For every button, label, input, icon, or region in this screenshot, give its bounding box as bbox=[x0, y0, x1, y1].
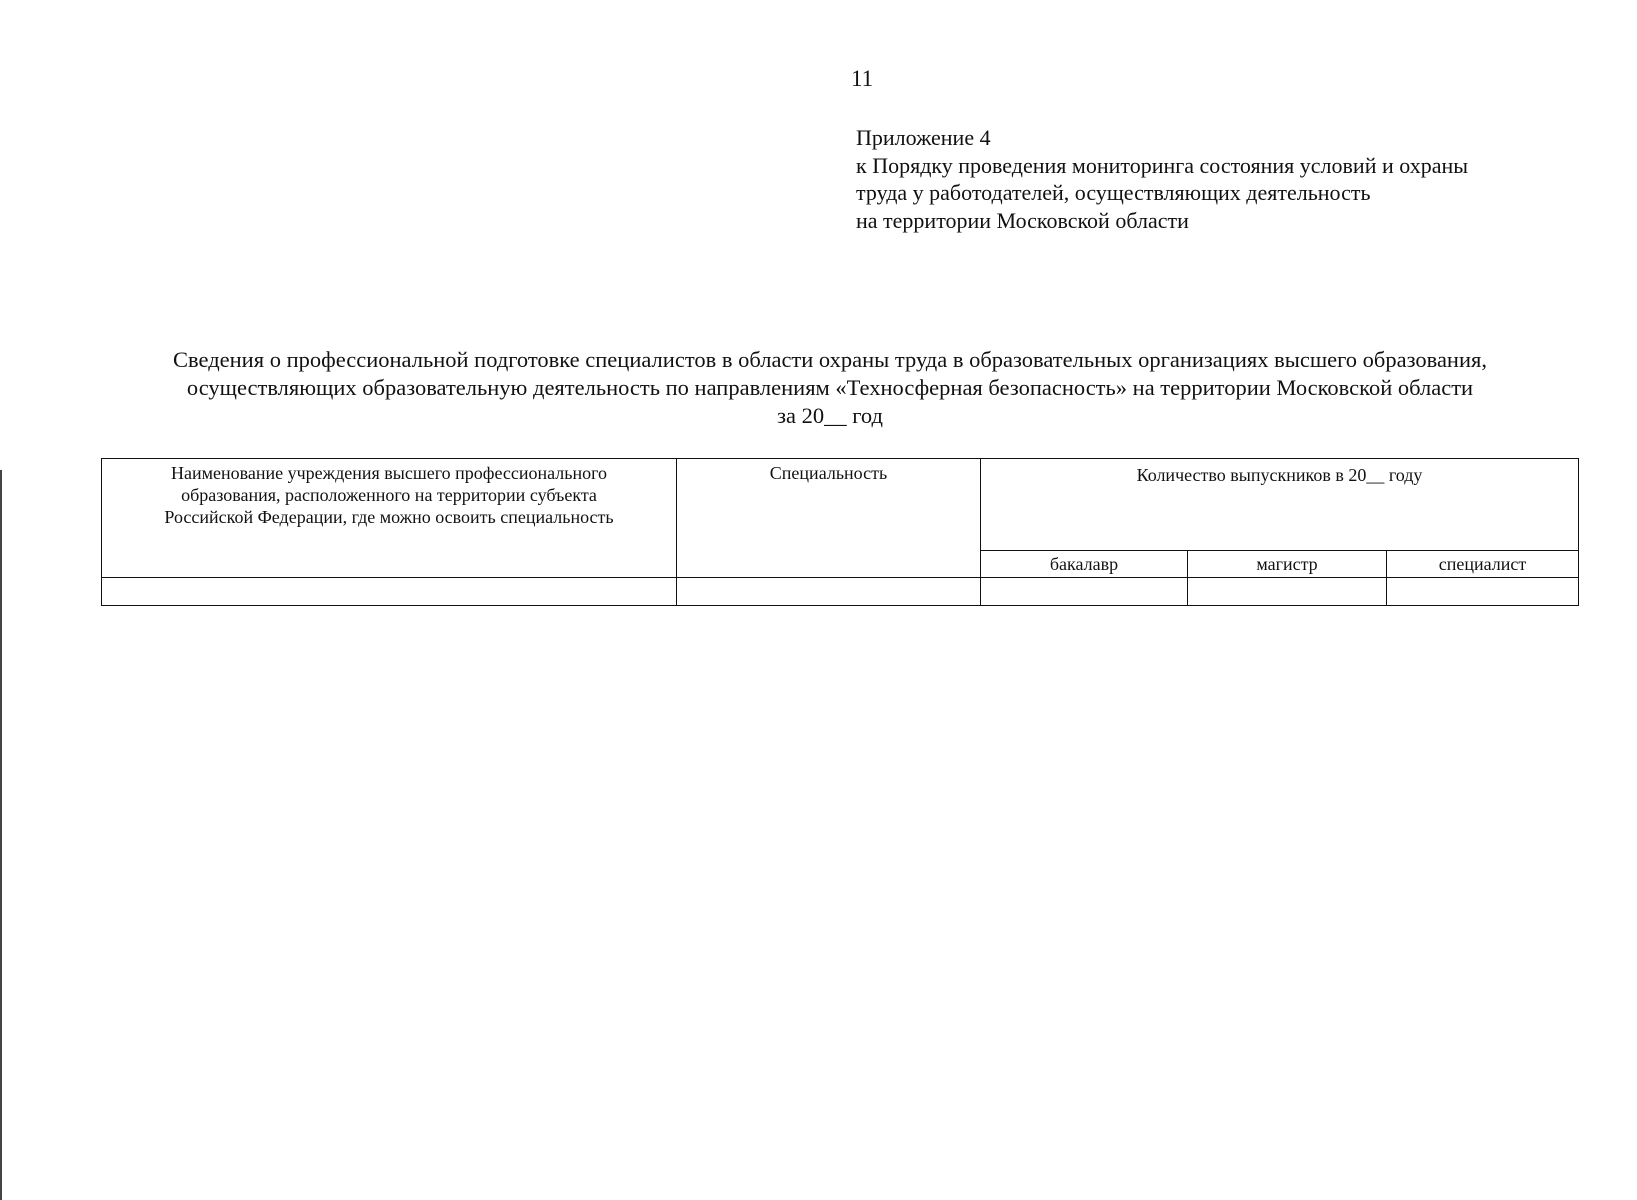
table-cell-bachelor[interactable] bbox=[981, 578, 1188, 606]
header-institution bbox=[102, 459, 677, 578]
header-institution-line: Российской Федерации, где можно освоить специальность bbox=[164, 507, 614, 527]
table-cell-specialist[interactable] bbox=[1387, 578, 1579, 606]
header-bachelor: бакалавр bbox=[981, 551, 1188, 578]
header-institution-line: Наименование учреждения высшего профессионального bbox=[170, 463, 608, 483]
header-graduates-count: Количество выпускников в 20__ году bbox=[981, 459, 1579, 551]
header-master: магистр bbox=[1188, 551, 1387, 578]
appendix-line: к Порядку проведения мониторинга состояния условий и охраны bbox=[856, 152, 1469, 178]
title-line: Сведения о профессиональной подготовке специалистов в области охраны труда в образовательных организациях высшего образования, bbox=[173, 347, 1487, 372]
appendix-line: Приложение 4 bbox=[856, 125, 991, 150]
table-cell-master[interactable] bbox=[1188, 578, 1387, 606]
header-specialist: специалист bbox=[1387, 551, 1579, 578]
appendix-line: труда у работодателей, осуществляющих деятельность bbox=[856, 180, 1371, 205]
table-cell-specialty[interactable] bbox=[677, 578, 981, 606]
table-row bbox=[102, 578, 1579, 606]
table-cell-institution[interactable] bbox=[102, 578, 677, 606]
appendix-line: на территории Московской области bbox=[856, 207, 1189, 233]
header-specialty: Специальность bbox=[677, 459, 981, 578]
title-line: за 20__ год bbox=[777, 403, 883, 428]
document-title bbox=[100, 346, 1560, 430]
header-institution-line: образования, расположенного на территории субъекта bbox=[181, 485, 597, 505]
title-line: осуществляющих образовательную деятельность по направлениям «Техносферная безопасность» на территории Московской области bbox=[186, 375, 1474, 400]
appendix-note bbox=[856, 124, 1468, 234]
page-number: 11 bbox=[851, 66, 874, 91]
scan-edge-line bbox=[0, 470, 2, 1200]
graduates-table bbox=[101, 458, 1579, 606]
